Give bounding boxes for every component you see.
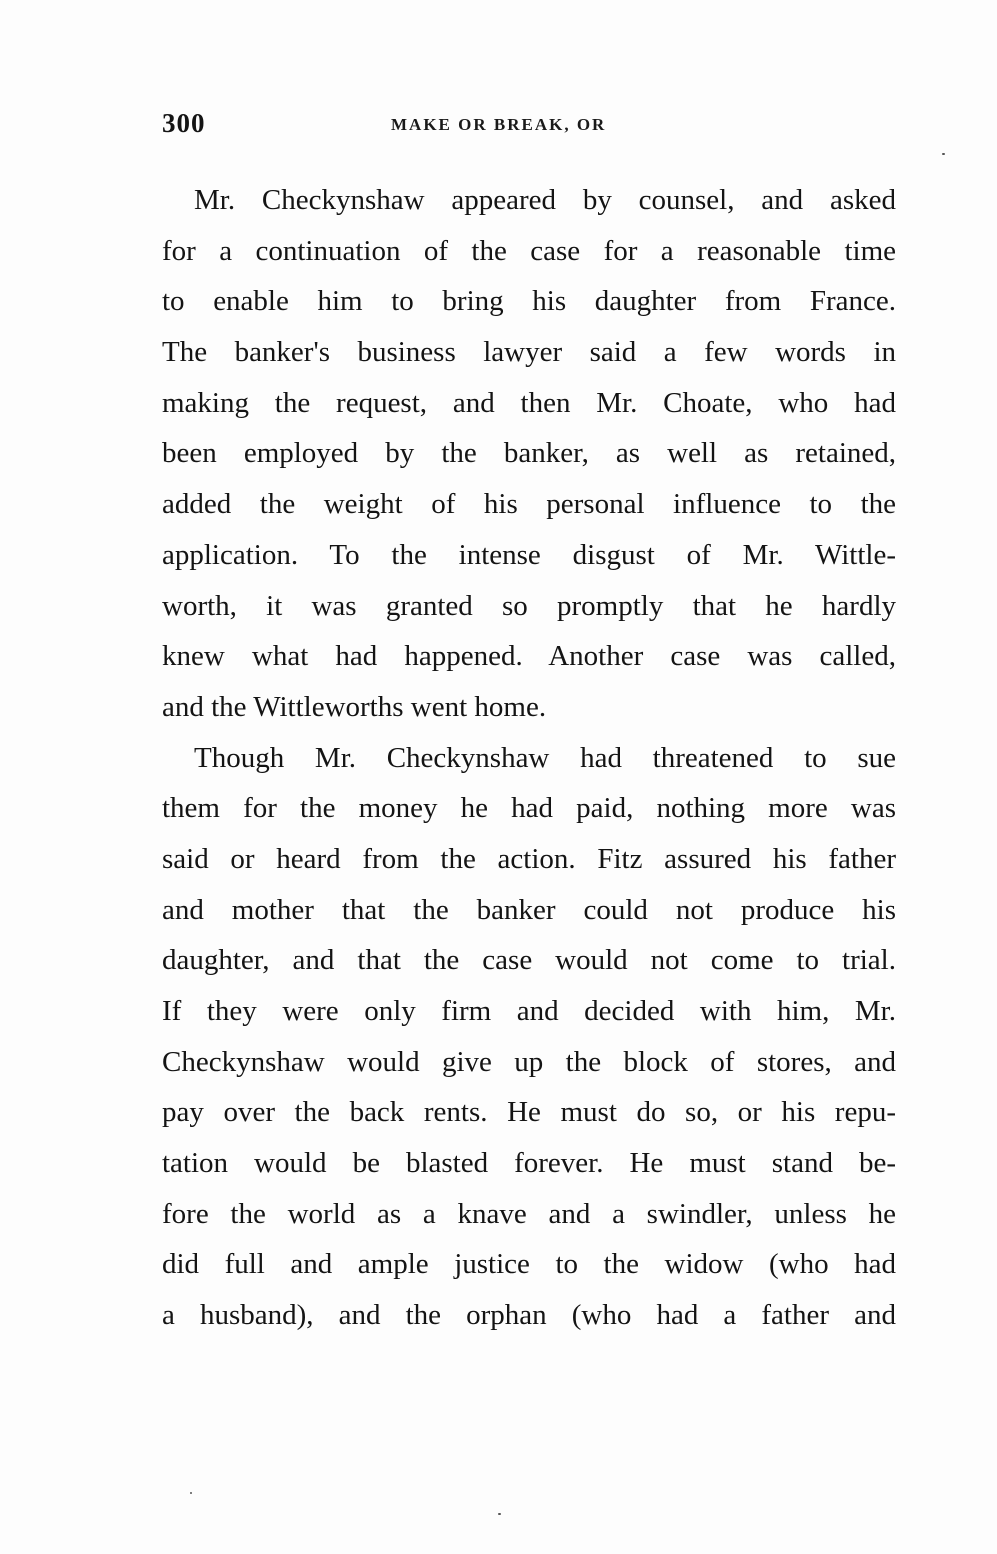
scan-speck [498, 1513, 501, 1515]
text-line: application. To the intense disgust of Mr. Wittle- [162, 538, 896, 571]
text-line: fore the world as a knave and a swindler, unless he [162, 1197, 896, 1230]
scan-speck [942, 153, 945, 155]
text-line: Checkynshaw would give up the block of stores, and [162, 1045, 896, 1078]
text-line: did full and ample justice to the widow (who had [162, 1248, 896, 1281]
text-line: a husband), and the orphan (who had a father and [162, 1299, 896, 1332]
text-line: worth, it was granted so promptly that he hardly [162, 589, 896, 622]
text-line: and the Wittleworths went home. [162, 690, 547, 723]
text-line: and mother that the banker could not produce his [162, 893, 896, 926]
text-line: pay over the back rents. He must do so, or his repu- [162, 1096, 896, 1129]
text-line: been employed by the banker, as well as retained, [162, 437, 896, 470]
text-line: said or heard from the action. Fitz assured his father [162, 842, 896, 875]
text-line: knew what had happened. Another case was called, [162, 640, 896, 673]
text-line: The banker's business lawyer said a few words in [162, 336, 896, 369]
scan-speck [190, 1492, 192, 1494]
text-line: If they were only firm and decided with him, Mr. [162, 995, 896, 1027]
text-line: to enable him to bring his daughter from France. [162, 285, 896, 318]
page-number: 300 [162, 108, 206, 138]
text-line: Mr. Checkynshaw appeared by counsel, and asked [194, 184, 896, 216]
text-line: added the weight of his personal influence to the [162, 488, 896, 521]
running-head: MAKE OR BREAK, OR [391, 115, 607, 134]
text-line: making the request, and then Mr. Choate, who had [162, 386, 896, 419]
text-line: Though Mr. Checkynshaw had threatened to sue [194, 741, 896, 774]
text-line: daughter, and that the case would not come to trial. [162, 944, 896, 977]
body-text [162, 181, 896, 1347]
text-line: tation would be blasted forever. He must stand be- [162, 1147, 896, 1180]
text-line: them for the money he had paid, nothing more was [162, 792, 896, 825]
text-line: for a continuation of the case for a reasonable time [162, 234, 896, 267]
page-header [162, 108, 896, 142]
